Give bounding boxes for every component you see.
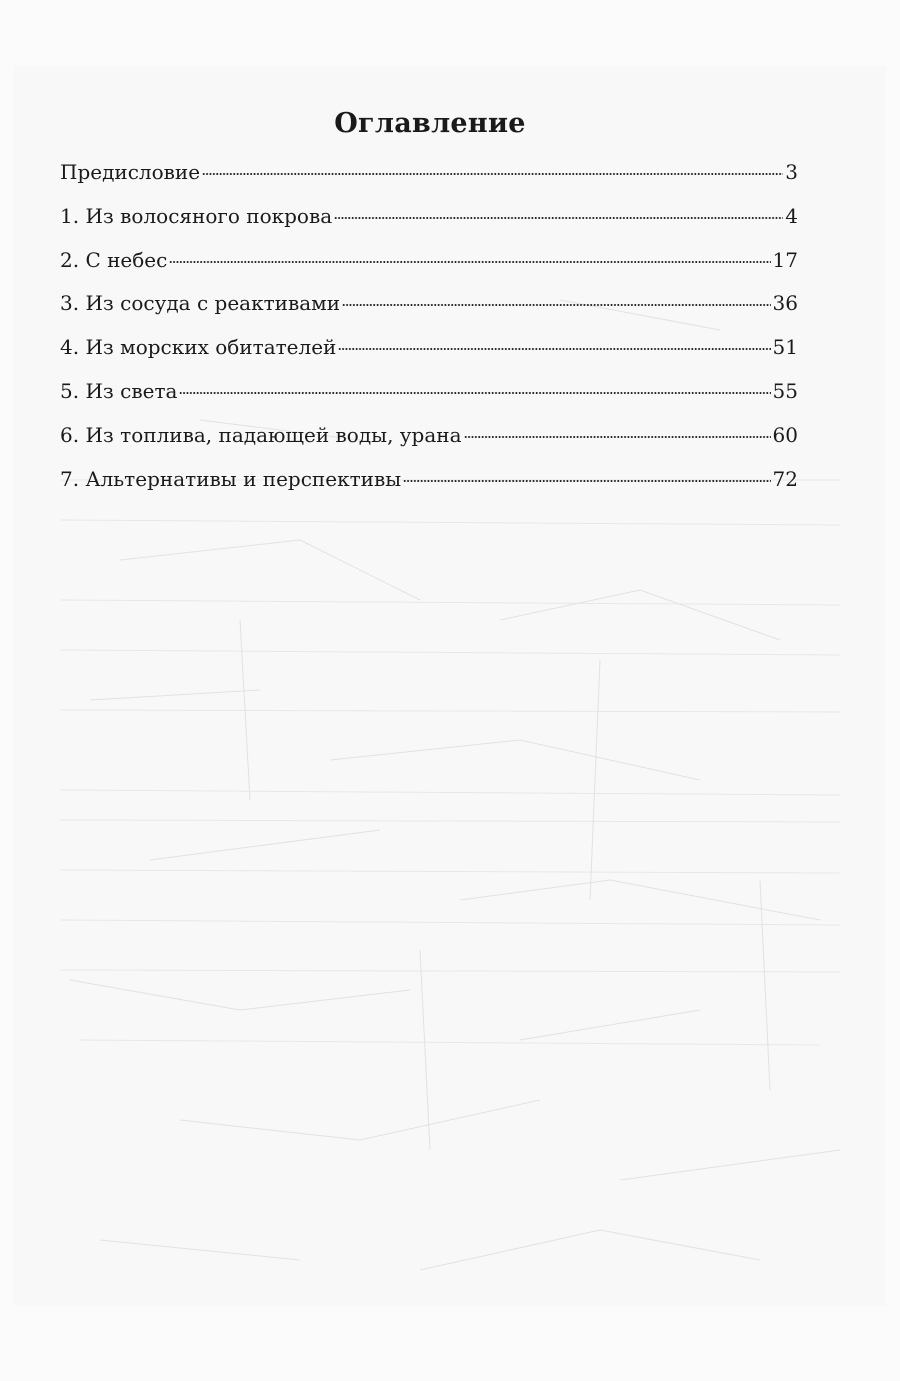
toc-entry-label: 1. Из волосяного покрова — [60, 203, 333, 228]
toc-leader-dots — [342, 303, 771, 307]
toc-entry-label: 4. Из морских обитателей — [60, 335, 337, 360]
toc-entry[interactable] — [60, 202, 798, 246]
toc-entry-label: Предисловие — [60, 160, 201, 184]
toc-leader-dots — [179, 391, 770, 395]
toc-entry-label: 6. Из топлива, падающей воды, урана — [60, 422, 462, 447]
toc-entry[interactable] — [60, 289, 798, 333]
toc-entry-label: 5. Из света — [60, 378, 178, 403]
toc-leader-dots — [169, 260, 770, 264]
toc-leader-dots — [464, 435, 771, 439]
toc-entry[interactable] — [60, 465, 798, 509]
toc-entry-label: 7. Альтернативы и перспективы — [60, 466, 402, 491]
toc-entry-page: 4 — [785, 203, 798, 228]
toc-leader-dots — [403, 479, 770, 483]
toc-entry-page: 51 — [772, 335, 798, 360]
toc-entry[interactable] — [60, 333, 798, 377]
toc-entry-page: 55 — [772, 378, 798, 403]
toc-leader-dots — [338, 347, 770, 351]
toc-list — [60, 158, 798, 508]
toc-entry-page: 36 — [772, 291, 798, 316]
toc-entry[interactable] — [60, 377, 798, 421]
toc-leader-dots — [202, 172, 783, 176]
toc-entry[interactable] — [60, 421, 798, 465]
toc-title: Оглавление — [334, 108, 526, 139]
toc-entry-page: 72 — [772, 466, 798, 491]
toc-entry-page: 3 — [785, 160, 798, 184]
toc-entry-label: 3. Из сосуда с реактивами — [60, 291, 341, 316]
toc-entry-page: 60 — [772, 422, 798, 447]
toc-leader-dots — [334, 216, 783, 220]
toc-entry[interactable] — [60, 246, 798, 290]
toc-entry-label: 2. С небес — [60, 247, 168, 272]
toc-entry-page: 17 — [772, 247, 798, 272]
toc-entry[interactable] — [60, 158, 798, 202]
